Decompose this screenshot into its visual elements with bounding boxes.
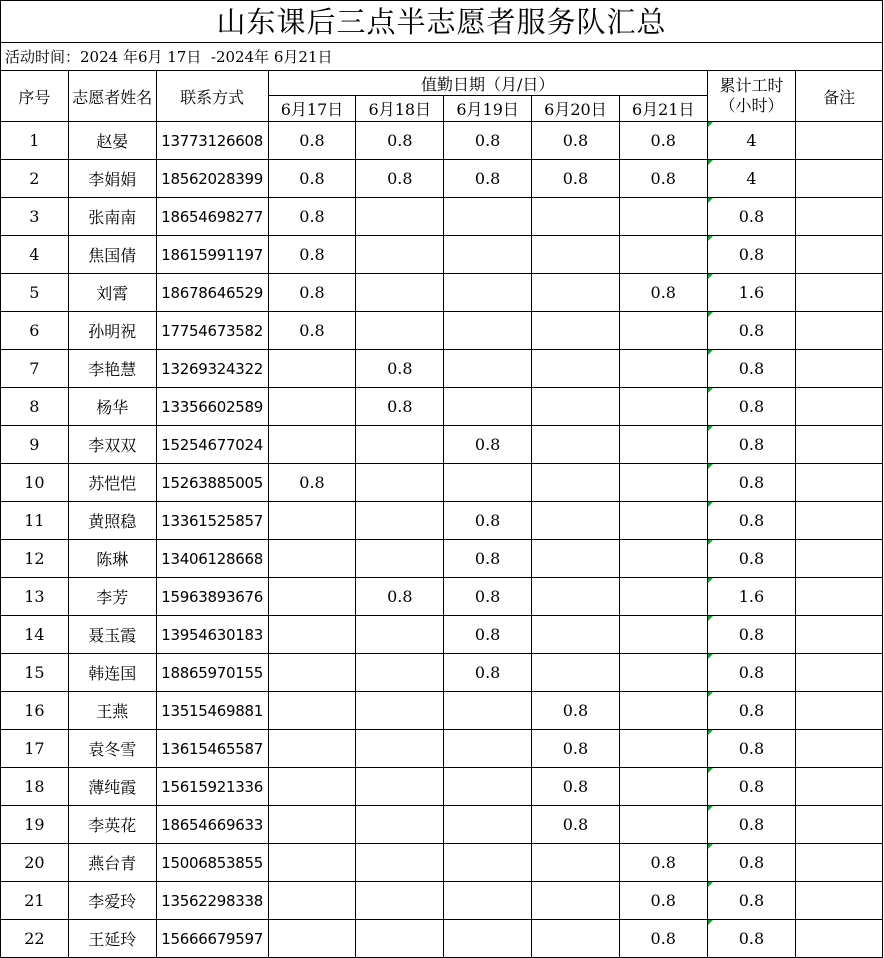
cell-note[interactable] (796, 578, 883, 616)
cell-date-3[interactable] (444, 806, 532, 844)
cell-date-5[interactable] (619, 540, 707, 578)
cell-date-4[interactable] (532, 464, 620, 502)
cell-date-4[interactable] (532, 236, 620, 274)
cell-date-1[interactable]: 0.8 (268, 312, 356, 350)
cell-date-3[interactable]: 0.8 (444, 502, 532, 540)
cell-total-hours[interactable]: 1.6 (707, 578, 796, 616)
cell-date-2[interactable] (356, 312, 444, 350)
cell-index[interactable]: 15 (1, 654, 69, 692)
cell-note[interactable] (796, 692, 883, 730)
cell-name[interactable]: 陈琳 (68, 540, 156, 578)
cell-index[interactable]: 21 (1, 882, 69, 920)
table-row (1, 654, 883, 692)
cell-date-5[interactable] (619, 616, 707, 654)
cell-total-hours[interactable]: 0.8 (707, 540, 796, 578)
cell-date-2[interactable] (356, 692, 444, 730)
cell-phone[interactable]: 17754673582 (156, 312, 268, 350)
cell-date-4[interactable] (532, 540, 620, 578)
cell-date-5[interactable] (619, 578, 707, 616)
cell-date-5[interactable] (619, 502, 707, 540)
cell-date-2[interactable] (356, 198, 444, 236)
cell-date-2[interactable] (356, 920, 444, 958)
table-row (1, 236, 883, 274)
cell-date-5[interactable] (619, 236, 707, 274)
cell-phone[interactable]: 13269324322 (156, 350, 268, 388)
cell-name[interactable]: 杨华 (68, 388, 156, 426)
cell-note[interactable] (796, 198, 883, 236)
cell-date-4[interactable] (532, 882, 620, 920)
table-row (1, 312, 883, 350)
cell-index[interactable]: 4 (1, 236, 69, 274)
cell-note[interactable] (796, 768, 883, 806)
cell-total-hours[interactable]: 1.6 (707, 274, 796, 312)
cell-note[interactable] (796, 312, 883, 350)
cell-date-1[interactable]: 0.8 (268, 122, 356, 160)
cell-date-3[interactable] (444, 464, 532, 502)
cell-index[interactable]: 7 (1, 350, 69, 388)
cell-date-1[interactable] (268, 616, 356, 654)
cell-date-5[interactable] (619, 426, 707, 464)
cell-name[interactable]: 刘霄 (68, 274, 156, 312)
cell-phone[interactable]: 13356602589 (156, 388, 268, 426)
cell-date-3[interactable] (444, 882, 532, 920)
cell-date-2[interactable]: 0.8 (356, 160, 444, 198)
cell-date-4[interactable]: 0.8 (532, 806, 620, 844)
cell-date-2[interactable] (356, 730, 444, 768)
cell-date-1[interactable] (268, 882, 356, 920)
cell-date-3[interactable] (444, 730, 532, 768)
cell-date-4[interactable]: 0.8 (532, 730, 620, 768)
table-row (1, 578, 883, 616)
header-date-2[interactable]: 6月18日 (356, 96, 444, 122)
table-row (1, 502, 883, 540)
cell-date-4[interactable]: 0.8 (532, 160, 620, 198)
cell-date-1[interactable] (268, 844, 356, 882)
cell-date-3[interactable] (444, 236, 532, 274)
cell-date-3[interactable] (444, 198, 532, 236)
cell-date-3[interactable]: 0.8 (444, 616, 532, 654)
cell-date-1[interactable]: 0.8 (268, 160, 356, 198)
cell-phone[interactable]: 13773126608 (156, 122, 268, 160)
cell-note[interactable] (796, 730, 883, 768)
cell-date-1[interactable] (268, 388, 356, 426)
cell-phone[interactable]: 15263885005 (156, 464, 268, 502)
cell-total-hours[interactable]: 0.8 (707, 768, 796, 806)
cell-date-2[interactable] (356, 806, 444, 844)
cell-name[interactable]: 李爱玲 (68, 882, 156, 920)
cell-date-4[interactable]: 0.8 (532, 692, 620, 730)
cell-note[interactable] (796, 920, 883, 958)
cell-date-3[interactable] (444, 388, 532, 426)
cell-date-1[interactable]: 0.8 (268, 236, 356, 274)
cell-index[interactable]: 17 (1, 730, 69, 768)
cell-phone[interactable]: 13515469881 (156, 692, 268, 730)
cell-date-1[interactable] (268, 730, 356, 768)
cell-date-5[interactable]: 0.8 (619, 920, 707, 958)
cell-index[interactable]: 5 (1, 274, 69, 312)
cell-date-2[interactable] (356, 768, 444, 806)
cell-date-2[interactable] (356, 882, 444, 920)
cell-date-3[interactable]: 0.8 (444, 654, 532, 692)
cell-name[interactable]: 李双双 (68, 426, 156, 464)
header-date-3[interactable]: 6月19日 (444, 96, 532, 122)
cell-phone[interactable]: 13406128668 (156, 540, 268, 578)
cell-date-5[interactable] (619, 730, 707, 768)
cell-date-2[interactable] (356, 654, 444, 692)
cell-date-5[interactable] (619, 350, 707, 388)
cell-date-3[interactable] (444, 844, 532, 882)
cell-date-4[interactable] (532, 388, 620, 426)
cell-index[interactable]: 20 (1, 844, 69, 882)
cell-name[interactable]: 黄照稳 (68, 502, 156, 540)
header-row-1 (1, 71, 883, 96)
table-row (1, 768, 883, 806)
cell-date-3[interactable]: 0.8 (444, 578, 532, 616)
cell-note[interactable] (796, 350, 883, 388)
cell-date-1[interactable] (268, 350, 356, 388)
cell-total-hours[interactable]: 4 (707, 160, 796, 198)
cell-phone[interactable]: 13562298338 (156, 882, 268, 920)
cell-date-4[interactable] (532, 426, 620, 464)
cell-date-2[interactable] (356, 540, 444, 578)
cell-total-hours[interactable]: 0.8 (707, 350, 796, 388)
cell-date-5[interactable]: 0.8 (619, 274, 707, 312)
cell-name[interactable]: 王燕 (68, 692, 156, 730)
table-row (1, 844, 883, 882)
cell-note[interactable] (796, 806, 883, 844)
cell-index[interactable]: 1 (1, 122, 69, 160)
activity-period: 活动时间：2024 年6月 17日 -2024年 6月21日 (0, 42, 883, 70)
table-row (1, 198, 883, 236)
cell-phone[interactable]: 18562028399 (156, 160, 268, 198)
cell-name[interactable]: 王延玲 (68, 920, 156, 958)
cell-note[interactable] (796, 882, 883, 920)
table-row (1, 160, 883, 198)
cell-total-hours[interactable]: 0.8 (707, 502, 796, 540)
table-row (1, 426, 883, 464)
cell-note[interactable] (796, 236, 883, 274)
cell-date-3[interactable]: 0.8 (444, 426, 532, 464)
cell-index[interactable]: 6 (1, 312, 69, 350)
cell-total-hours[interactable]: 0.8 (707, 426, 796, 464)
cell-total-hours[interactable]: 0.8 (707, 692, 796, 730)
cell-date-2[interactable] (356, 236, 444, 274)
cell-date-4[interactable] (532, 616, 620, 654)
cell-phone[interactable]: 18615991197 (156, 236, 268, 274)
cell-date-4[interactable]: 0.8 (532, 768, 620, 806)
cell-date-3[interactable] (444, 350, 532, 388)
cell-date-4[interactable] (532, 274, 620, 312)
cell-name[interactable]: 孙明祝 (68, 312, 156, 350)
cell-note[interactable] (796, 616, 883, 654)
cell-note[interactable] (796, 844, 883, 882)
cell-index[interactable]: 13 (1, 578, 69, 616)
volunteer-table (0, 70, 883, 958)
cell-total-hours[interactable]: 0.8 (707, 198, 796, 236)
cell-date-1[interactable] (268, 426, 356, 464)
cell-phone[interactable]: 18654698277 (156, 198, 268, 236)
cell-index[interactable]: 18 (1, 768, 69, 806)
cell-index[interactable]: 12 (1, 540, 69, 578)
cell-total-hours[interactable]: 0.8 (707, 806, 796, 844)
header-contact[interactable]: 联系方式 (156, 71, 268, 122)
header-date-5[interactable]: 6月21日 (619, 96, 707, 122)
cell-date-2[interactable] (356, 844, 444, 882)
cell-index[interactable]: 11 (1, 502, 69, 540)
cell-note[interactable] (796, 426, 883, 464)
cell-phone[interactable]: 13615465587 (156, 730, 268, 768)
cell-date-3[interactable] (444, 274, 532, 312)
cell-phone[interactable]: 15254677024 (156, 426, 268, 464)
cell-date-4[interactable] (532, 654, 620, 692)
cell-date-5[interactable] (619, 768, 707, 806)
cell-index[interactable]: 8 (1, 388, 69, 426)
cell-date-4[interactable] (532, 920, 620, 958)
cell-total-hours[interactable]: 0.8 (707, 616, 796, 654)
table-row (1, 274, 883, 312)
cell-index[interactable]: 19 (1, 806, 69, 844)
cell-date-1[interactable] (268, 502, 356, 540)
cell-date-1[interactable] (268, 578, 356, 616)
cell-date-1[interactable] (268, 692, 356, 730)
cell-name[interactable]: 李芳 (68, 578, 156, 616)
cell-name[interactable]: 焦国倩 (68, 236, 156, 274)
cell-date-5[interactable]: 0.8 (619, 160, 707, 198)
cell-date-2[interactable] (356, 426, 444, 464)
cell-date-5[interactable] (619, 464, 707, 502)
table-row (1, 464, 883, 502)
cell-date-5[interactable] (619, 198, 707, 236)
cell-date-1[interactable] (268, 768, 356, 806)
cell-name[interactable]: 袁冬雪 (68, 730, 156, 768)
cell-note[interactable] (796, 122, 883, 160)
cell-index[interactable]: 10 (1, 464, 69, 502)
cell-date-1[interactable]: 0.8 (268, 198, 356, 236)
cell-date-5[interactable] (619, 388, 707, 426)
table-row (1, 350, 883, 388)
cell-date-5[interactable] (619, 692, 707, 730)
cell-date-1[interactable]: 0.8 (268, 274, 356, 312)
header-date-1[interactable]: 6月17日 (268, 96, 356, 122)
cell-date-1[interactable]: 0.8 (268, 464, 356, 502)
cell-date-5[interactable] (619, 806, 707, 844)
table-row (1, 920, 883, 958)
cell-date-3[interactable] (444, 692, 532, 730)
cell-date-1[interactable] (268, 920, 356, 958)
cell-date-3[interactable]: 0.8 (444, 122, 532, 160)
cell-index[interactable]: 2 (1, 160, 69, 198)
cell-date-1[interactable] (268, 654, 356, 692)
cell-date-4[interactable] (532, 198, 620, 236)
cell-phone[interactable]: 15006853855 (156, 844, 268, 882)
table-row (1, 730, 883, 768)
cell-index[interactable]: 9 (1, 426, 69, 464)
cell-name[interactable]: 苏恺恺 (68, 464, 156, 502)
cell-note[interactable] (796, 160, 883, 198)
cell-note[interactable] (796, 654, 883, 692)
header-index[interactable]: 序号 (1, 71, 69, 122)
cell-date-3[interactable]: 0.8 (444, 160, 532, 198)
cell-date-3[interactable] (444, 312, 532, 350)
cell-date-4[interactable] (532, 312, 620, 350)
cell-note[interactable] (796, 464, 883, 502)
cell-total-hours[interactable]: 0.8 (707, 844, 796, 882)
cell-total-hours[interactable]: 0.8 (707, 312, 796, 350)
cell-phone[interactable]: 15615921336 (156, 768, 268, 806)
cell-phone[interactable]: 13954630183 (156, 616, 268, 654)
cell-date-2[interactable]: 0.8 (356, 122, 444, 160)
cell-name[interactable]: 李娟娟 (68, 160, 156, 198)
cell-note[interactable] (796, 502, 883, 540)
cell-date-4[interactable]: 0.8 (532, 122, 620, 160)
table-row (1, 882, 883, 920)
cell-date-4[interactable] (532, 578, 620, 616)
cell-total-hours[interactable]: 0.8 (707, 654, 796, 692)
cell-note[interactable] (796, 540, 883, 578)
cell-name[interactable]: 燕台青 (68, 844, 156, 882)
cell-date-3[interactable] (444, 920, 532, 958)
cell-name[interactable]: 聂玉霞 (68, 616, 156, 654)
cell-date-2[interactable]: 0.8 (356, 388, 444, 426)
cell-note[interactable] (796, 388, 883, 426)
cell-phone[interactable]: 15666679597 (156, 920, 268, 958)
cell-index[interactable]: 14 (1, 616, 69, 654)
header-name[interactable]: 志愿者姓名 (68, 71, 156, 122)
cell-date-5[interactable]: 0.8 (619, 844, 707, 882)
table-row (1, 692, 883, 730)
cell-total-hours[interactable]: 0.8 (707, 882, 796, 920)
table-row (1, 540, 883, 578)
cell-total-hours[interactable]: 0.8 (707, 730, 796, 768)
sheet-title: 山东课后三点半志愿者服务队汇总 (0, 0, 883, 42)
cell-total-hours[interactable]: 0.8 (707, 920, 796, 958)
cell-date-2[interactable] (356, 464, 444, 502)
cell-date-4[interactable] (532, 844, 620, 882)
header-total-hours[interactable]: 累计工时（小时） (707, 71, 796, 122)
cell-date-2[interactable] (356, 274, 444, 312)
cell-phone[interactable]: 13361525857 (156, 502, 268, 540)
table-row (1, 122, 883, 160)
header-duty-dates[interactable]: 值勤日期（月/日） (268, 71, 707, 96)
cell-date-5[interactable] (619, 654, 707, 692)
cell-date-3[interactable]: 0.8 (444, 540, 532, 578)
cell-name[interactable]: 李艳慧 (68, 350, 156, 388)
cell-index[interactable]: 16 (1, 692, 69, 730)
cell-date-1[interactable] (268, 806, 356, 844)
cell-note[interactable] (796, 274, 883, 312)
header-date-4[interactable]: 6月20日 (532, 96, 620, 122)
cell-index[interactable]: 22 (1, 920, 69, 958)
cell-date-2[interactable]: 0.8 (356, 350, 444, 388)
cell-date-5[interactable]: 0.8 (619, 122, 707, 160)
cell-date-2[interactable] (356, 502, 444, 540)
header-notes[interactable]: 备注 (796, 71, 883, 122)
cell-name[interactable]: 李英花 (68, 806, 156, 844)
cell-phone[interactable]: 18865970155 (156, 654, 268, 692)
cell-date-4[interactable] (532, 350, 620, 388)
table-row (1, 806, 883, 844)
cell-date-2[interactable]: 0.8 (356, 578, 444, 616)
cell-phone[interactable]: 18654669633 (156, 806, 268, 844)
cell-total-hours[interactable]: 4 (707, 122, 796, 160)
cell-date-5[interactable]: 0.8 (619, 882, 707, 920)
cell-date-5[interactable] (619, 312, 707, 350)
cell-phone[interactable]: 18678646529 (156, 274, 268, 312)
cell-date-3[interactable] (444, 768, 532, 806)
table-row (1, 616, 883, 654)
cell-name[interactable]: 赵晏 (68, 122, 156, 160)
table-row (1, 388, 883, 426)
cell-total-hours[interactable]: 0.8 (707, 464, 796, 502)
cell-date-4[interactable] (532, 502, 620, 540)
cell-total-hours[interactable]: 0.8 (707, 236, 796, 274)
cell-date-2[interactable] (356, 616, 444, 654)
cell-total-hours[interactable]: 0.8 (707, 388, 796, 426)
cell-date-1[interactable] (268, 540, 356, 578)
cell-name[interactable]: 韩连国 (68, 654, 156, 692)
cell-index[interactable]: 3 (1, 198, 69, 236)
cell-name[interactable]: 张南南 (68, 198, 156, 236)
cell-phone[interactable]: 15963893676 (156, 578, 268, 616)
cell-name[interactable]: 薄纯霞 (68, 768, 156, 806)
